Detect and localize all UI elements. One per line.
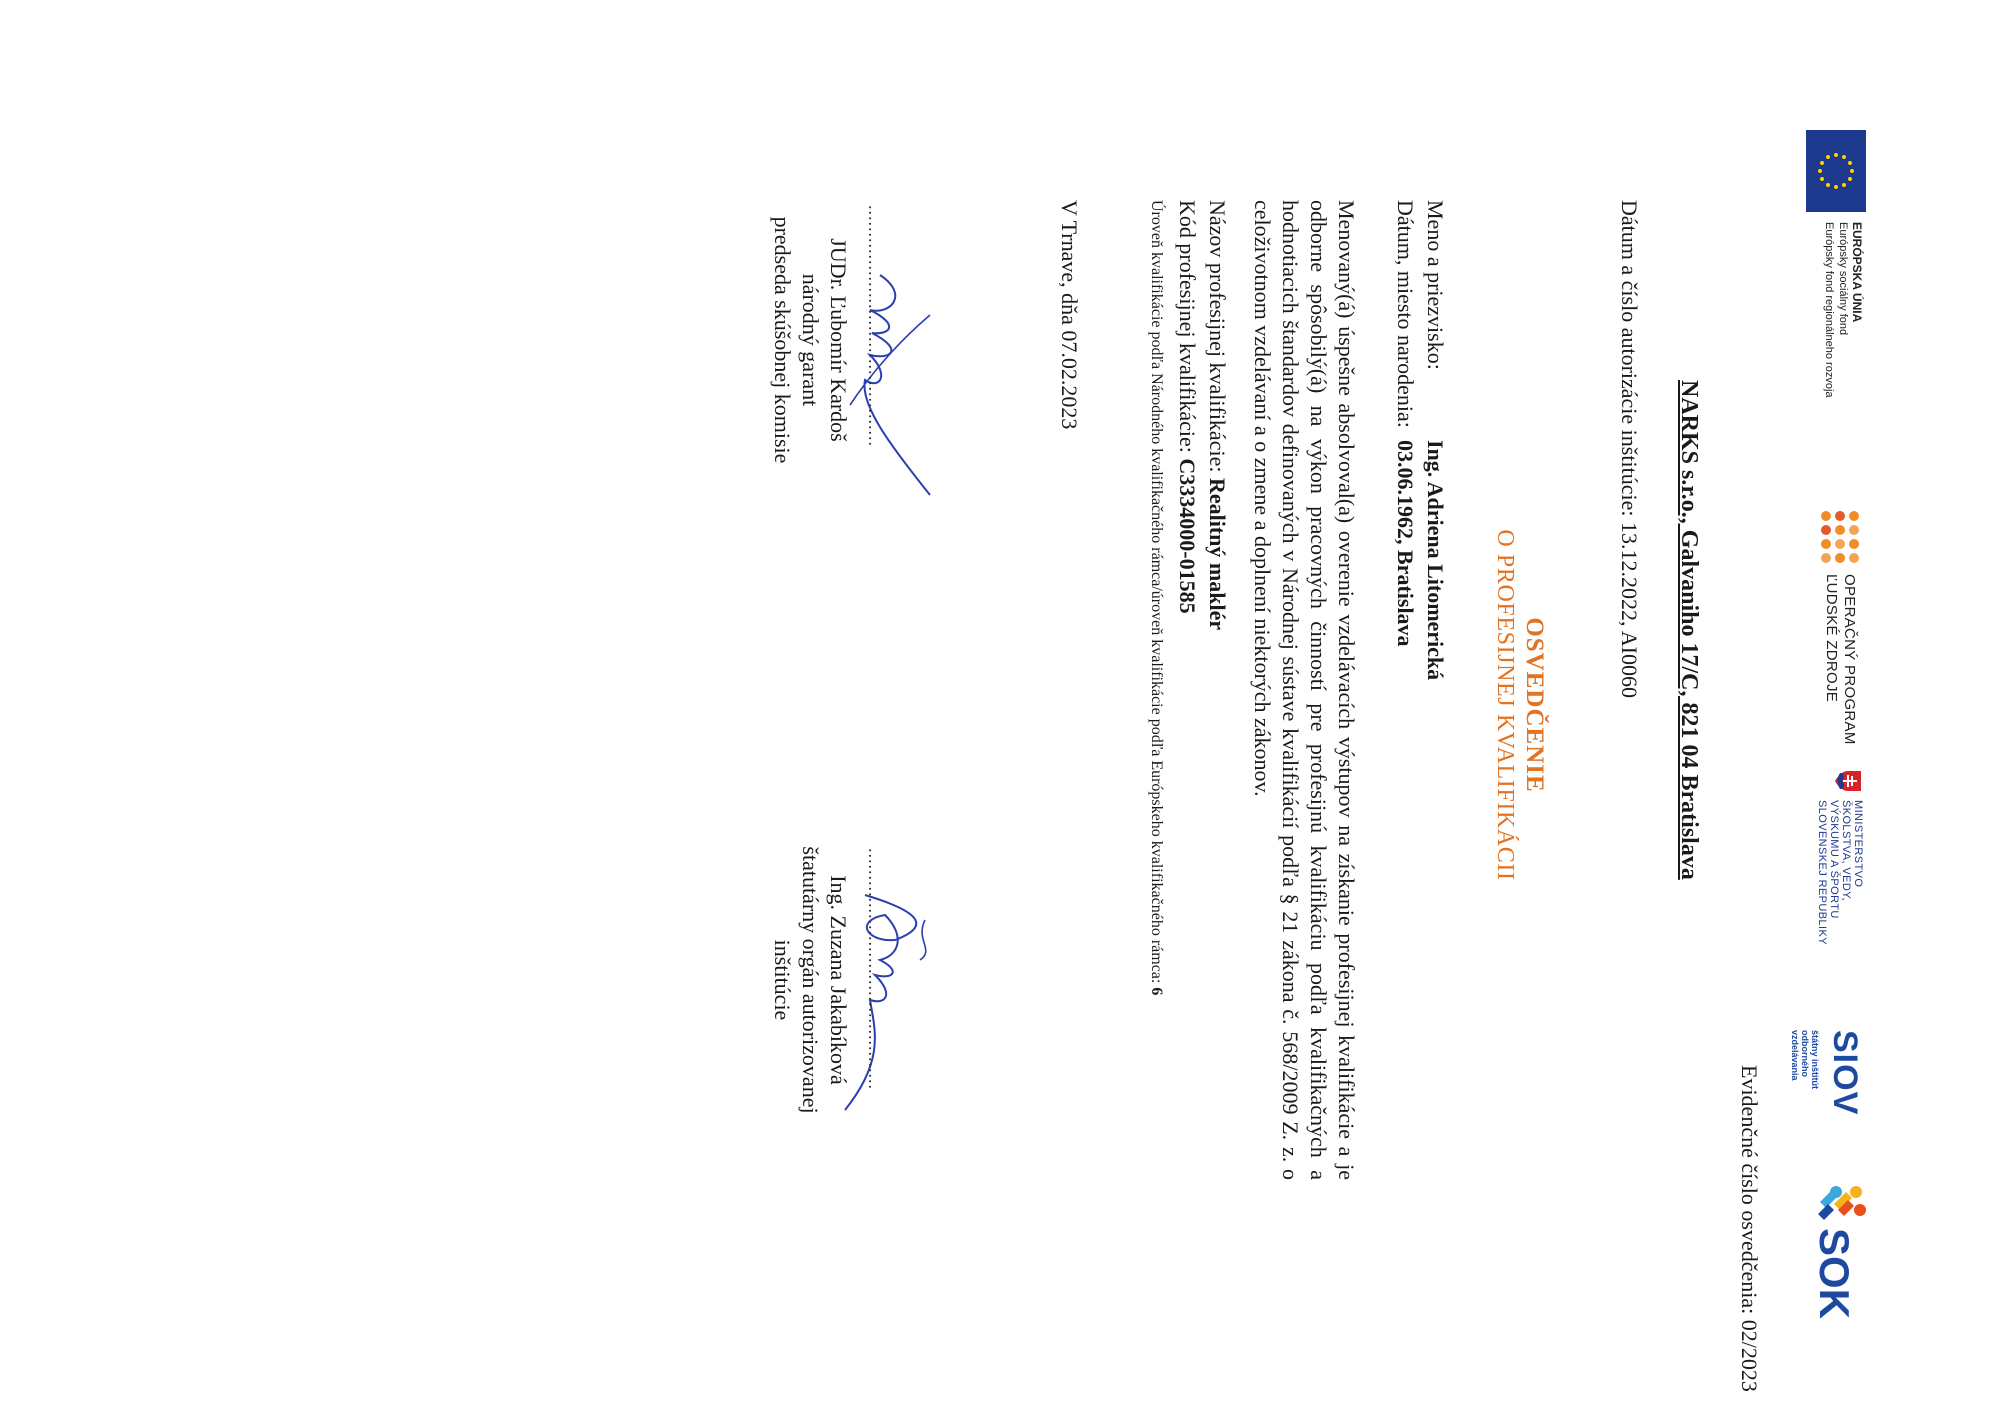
qualification-code-row [1174,200,1200,614]
qualification-level-value: 6 [1148,987,1165,996]
eu-flag-icon [1806,130,1866,212]
certificate-body-text: Menovaný(á) úspešne absolvoval(a) overenie vzdelávacích výstupov na získanie profesijnej kvalifikácie a je odborne spôsobilý(á) na výkon pracovných činností pre profesijnú kvalifikáciu podľa kvalifikačných a hodnotiacich štandardov definovaných v Národnej sústave kvalifikácií podľa § 21 zákona č. 568/2009 Z. z. o celoživotnom vzdelávaní a o zmene a doplnení niektorých zákonov. [1250,200,1359,1180]
ministry-logo [1780,770,1870,990]
right-handwritten-signature [835,880,955,1130]
logo-strip [1780,130,1870,1320]
qualification-code-label: Kód profesijnej kvalifikácie: [1175,200,1200,453]
siov-line1: štátny inštitút [1810,1030,1820,1090]
ministry-line1: MINISTERSTVO [1852,800,1864,888]
left-handwritten-signature [840,255,950,505]
qualification-level-label: Úroveň kvalifikácie podľa Národného kvalifikačného rámca/úroveň kvalifikácie podľa Európskeho kvalifikačného rámca: [1148,200,1165,984]
holder-birth-row [1390,200,1418,1100]
siov-line2: odborného [1800,1030,1810,1077]
qualification-name-row [1204,200,1230,630]
ministry-line2: ŠKOLSTVA, VEDY, [1840,800,1852,901]
holder-name-label: Meno a priezvisko: [1423,200,1448,370]
op-logo-line2: ĽUDSKÉ ZDROJE [1823,574,1840,703]
eu-logo-title: EURÓPSKA ÚNIA [1850,222,1864,323]
operational-program-logo [1780,510,1870,750]
siov-logo [1780,1030,1870,1150]
op-dots-icon [1812,510,1860,564]
eu-logo [1780,130,1870,490]
right-signatory [768,800,852,1160]
right-signatory-role2: inštitúcie [770,939,795,1021]
left-signatory-role2: predseda skúšobnej komisie [770,216,795,464]
left-signature-line: ............................................ [865,205,885,447]
sok-logo [1780,1180,1870,1320]
certificate-title: OSVEDČENIE [1521,617,1548,793]
left-signatory-name: JUDr. Ľubomír Kardoš [826,238,851,442]
certificate-number: Evidenčné číslo osvedčenia: 02/2023 [1737,1065,1762,1392]
qualification-name-label: Názov profesijnej kvalifikácie: [1205,200,1230,473]
holder-name-row [1420,200,1448,1100]
qualification-code-value: C3334000-01585 [1175,458,1200,614]
sok-wordmark: SOK [1811,1228,1858,1320]
slovak-coat-of-arms-icon [1834,770,1862,792]
institution-address: NARKS s.r.o., Galvaniho 17/C, 821 04 Bratislava [1676,380,1702,880]
authorization-date-number: Dátum a číslo autorizácie inštitúcie: 13.12.2022, AI0060 [1617,200,1642,698]
qualification-level-row [1142,200,1170,1180]
right-signatory-name: Ing. Zuzana Jakabíková [826,875,851,1085]
place-and-date: V Trnave, dňa 07.02.2023 [1057,200,1082,430]
holder-birth-label: Dátum, miesto narodenia: [1393,200,1418,428]
eu-logo-fund1: Európsky sociálny fond [1837,222,1849,336]
holder-birth-value: 03.06.1962, Bratislava [1393,440,1418,647]
qualification-name-value: Realitný maklér [1205,477,1230,631]
op-logo-line1: OPERAČNÝ PROGRAM [1841,574,1858,745]
ministry-line4: SLOVENSKEJ REPUBLIKY [1816,800,1828,945]
right-signature-line: ............................................ [865,848,885,1090]
holder-name-value: Ing. Adriena Litomerická [1423,440,1448,681]
eu-logo-fund2: Európsky fond regionálneho rozvoja [1823,222,1835,398]
ministry-line3: VÝSKUMU A ŠPORTU [1828,800,1840,919]
siov-line3: vzdelávania [1790,1030,1800,1081]
certificate-subtitle: O PROFESIJNEJ KVALIFIKÁCII [1492,529,1518,881]
left-signatory-role1: národný garant [798,273,823,407]
left-signatory [768,160,852,520]
siov-wordmark: SIOV [1826,1030,1864,1116]
right-signatory-role1: štatutárny orgán autorizovanej [798,846,823,1114]
